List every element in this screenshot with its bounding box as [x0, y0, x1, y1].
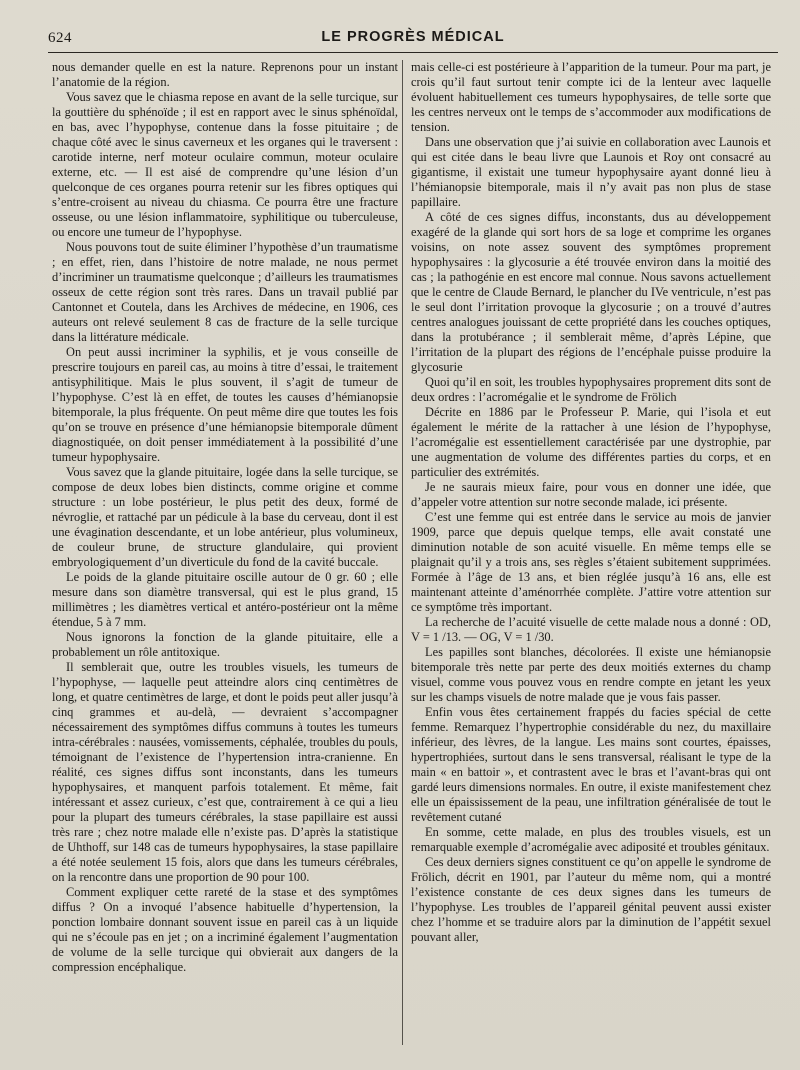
paragraph: mais celle-ci est postérieure à l’apparition de la tumeur. Pour ma part, je crois qu’il faut surtout tenir compte ici de la lenteur avec laquelle évoluent habituellement ces tumeurs hypophysaires, de telle sorte que les centres nerveux ont le temps de s’accommoder aux modifications de tension. — [411, 60, 771, 134]
left-column — [52, 60, 398, 1050]
right-column — [411, 60, 771, 1050]
paragraph: Dans une observation que j’ai suivie en collaboration avec Launois et qui est citée dans le beau livre que Launois et Roy ont consacré au gigantisme, il existait une tumeur hypophysaire ayant donné lieu à l’hémianopsie bitemporale, mais il n’y avait pas non plus de stase papillaire. — [411, 135, 771, 209]
header-rule — [48, 52, 778, 53]
paragraph: Je ne saurais mieux faire, pour vous en donner une idée, que d’appeler votre attention sur notre seconde malade, ici présente. — [411, 480, 771, 509]
paragraph: nous demander quelle en est la nature. Reprenons pour un instant l’anatomie de la région. — [52, 60, 398, 89]
paragraph: En somme, cette malade, en plus des troubles visuels, est un remarquable exemple d’acromégalie avec adiposité et troubles génitaux. — [411, 825, 771, 854]
column-divider — [402, 60, 403, 1045]
paragraph: Quoi qu’il en soit, les troubles hypophysaires proprement dits sont de deux ordres : l’acromégalie et le syndrome de Frölich — [411, 375, 771, 404]
paragraph: Enfin vous êtes certainement frappés du facies spécial de cette femme. Remarquez l’hypertrophie considérable du nez, du maxillaire inférieur, des lèvres, de la langue. Les mains sont courtes, épaisses, hypertrophiées, surtout dans le sens transversal, réalisant le type de la main « en battoir », et contrastent avec le bras et l’avant-bras qui ont gardé leurs dimensions normales. En outre, il existe manifestement chez elle un épaississement de la peau, une infiltration généralisée de tout le revêtement cutané — [411, 705, 771, 824]
paragraph: Décrite en 1886 par le Professeur P. Marie, qui l’isola et eut également le mérite de la rattacher à une lésion de l’hypophyse, l’acromégalie est essentiellement caractérisée par une dystrophie, par une augmentation de volume des différentes parties du corps, et en particulier des extrémités. — [411, 405, 771, 479]
paragraph: La recherche de l’acuité visuelle de cette malade nous a donné : OD, V = 1 /13. — OG, V = 1 /30. — [411, 615, 771, 644]
paragraph: Les papilles sont blanches, décolorées. Il existe une hémianopsie bitemporale très nette par perte des deux moitiés externes du champ visuel, comme vous pouvez vous en rendre compte en jetant les yeux sur les champs visuels de notre malade que je vous fais passer. — [411, 645, 771, 704]
paragraph: Nous ignorons la fonction de la glande pituitaire, elle a probablement un rôle antitoxique. — [52, 630, 398, 659]
journal-title: LE PROGRÈS MÉDICAL — [321, 29, 505, 45]
paragraph: Vous savez que le chiasma repose en avant de la selle turcique, sur la gouttière du sphénoïde ; il est en rapport avec le sinus sphénoïdal, en bas, avec l’hypophyse, contenue dans la fosse pituitaire ; de chaque côté avec le sinus caverneux et les organes qui le traversent : carotide interne, nerf moteur oculaire commun, moteur oculaire externe, etc. — Il est aisé de comprendre qu’une lésion d’un quelconque de ces organes pourra retenir sur les fibres optiques qui s’entre-croisent au niveau du chiasma. Ce pourra être une fracture osseuse, ou une lésion inflammatoire, syphilitique ou tuberculeuse, ou encore une tumeur de l’hypophyse. — [52, 90, 398, 239]
page-number: 624 — [48, 30, 72, 46]
paragraph: C’est une femme qui est entrée dans le service au mois de janvier 1909, parce que depuis quelque temps, elle avait constaté une diminution notable de son acuité visuelle. En même temps elle se plaignait qu’il y a trois ans, ses règles s’étaient subitement supprimées. Formée à l’âge de 13 ans, et bien réglée jusqu’à 16 ans, elle est maintenant atteinte d’aménorrhée complète. J’attire votre attention sur ce symptôme très important. — [411, 510, 771, 614]
paragraph: Comment expliquer cette rareté de la stase et des symptômes diffus ? On a invoqué l’absence habituelle d’hypertension, la ponction lombaire donnant souvent issue en pareil cas à un liquide qui ne s’écoule pas en jet ; on a incriminé également l’augmentation de volume de la selle turcique qui obvierait aux dangers de la compression encéphalique. — [52, 885, 398, 974]
paragraph: Vous savez que la glande pituitaire, logée dans la selle turcique, se compose de deux lobes bien distincts, comme origine et comme structure : un lobe postérieur, le plus petit des deux, formé de névroglie, et rattaché par un pédicule à la base du cerveau, dont il est une évagination descendante, et un lobe antérieur, plus volumineux, de couleur brune, de structure glandulaire, qui provient embryologiquement d’un diverticule du fond de la cavité buccale. — [52, 465, 398, 569]
paragraph: Nous pouvons tout de suite éliminer l’hypothèse d’un traumatisme ; en effet, rien, dans l’histoire de notre malade, ne nous permet d’incriminer un traumatisme quelconque ; d’ailleurs les traumatismes osseux de cette région sont très rares. Dans un travail publié par Cantonnet et Coutela, dans les Archives de médecine, en 1906, ces auteurs ont relevé seulement 8 cas de fracture de la selle turcique dans la littérature médicale. — [52, 240, 398, 344]
paragraph: Il semblerait que, outre les troubles visuels, les tumeurs de l’hypophyse, — laquelle peut atteindre alors cinq centimètres de long, et quatre centimètres de large, et dont le poids peut aller jusqu’à cinq grammes et au-delà, — devraient s’accompagner nécessairement des symptômes diffus communs à toutes les tumeurs intra-cérébrales : nausées, vomissements, céphalée, troubles du pouls, témoignant de l’existence de l’hypertension intra-cranienne. En réalité, ces signes diffus sont inconstants, dans les tumeurs hypophysaires, et manquent parfois totalement. Et même, fait intéressant et assez curieux, c’est que, contrairement à ce qui a lieu pour la plupart des tumeurs cérébrales, la stase papillaire est aussi très rare ; chez notre malade elle n’existe pas. D’après la statistique de Uhthoff, sur 148 cas de tumeurs hypophysaires, la stase papillaire a été notée seulement 15 fois, alors que dans les tumeurs cérébrales, on la rencontre dans une proportion de 90 pour 100. — [52, 660, 398, 884]
paragraph: On peut aussi incriminer la syphilis, et je vous conseille de prescrire toujours en pareil cas, au moins à titre d’essai, le traitement antisyphilitique. Mais le plus souvent, il s’agit de tumeur de l’hypophyse. C’est là en effet, de toutes les causes d’hémianopsie bitemporale, la plus fréquente. On peut même dire que toutes les fois qu’on se trouve en présence d’une hémianopsie bitemporale dûment diagnostiquée, on doit penser immédiatement à la possibilité d’une tumeur hypophysaire. — [52, 345, 398, 464]
paragraph: Le poids de la glande pituitaire oscille autour de 0 gr. 60 ; elle mesure dans son diamètre transversal, qui est le plus grand, 15 millimètres ; les diamètres vertical et antéro-postérieur ont la même étendue, 5 à 7 mm. — [52, 570, 398, 629]
paragraph: A côté de ces signes diffus, inconstants, dus au développement exagéré de la glande qui sort hors de sa loge et comprime les organes voisins, on note assez souvent des symptômes proprement hypophysaires : la glycosurie a été trouvée environ dans la moitié des cas ; la pathogénie en est encore mal connue. Nous savons actuellement que le centre de Claude Bernard, le plancher du IVe ventricule, n’est pas le seul dont l’irritation provoque la glycosurie ; on a trouvé d’autres centres analogues jouissant de cette propriété dans les couches optiques, dans la protubérance ; il semblerait même, d’après Lépine, que l’irritation de la plupart des régions de l’encéphale puisse produire la glycosurie — [411, 210, 771, 374]
paragraph: Ces deux derniers signes constituent ce qu’on appelle le syndrome de Frölich, décrit en 1901, par l’auteur du même nom, qui a montré l’existence constante de ces deux signes dans les tumeurs de l’hypophyse. Les troubles de l’appareil génital peuvent aussi exister chez l’homme et se traduire alors par la diminution de l’appétit sexuel pouvant aller, — [411, 855, 771, 944]
page-header — [48, 28, 778, 50]
